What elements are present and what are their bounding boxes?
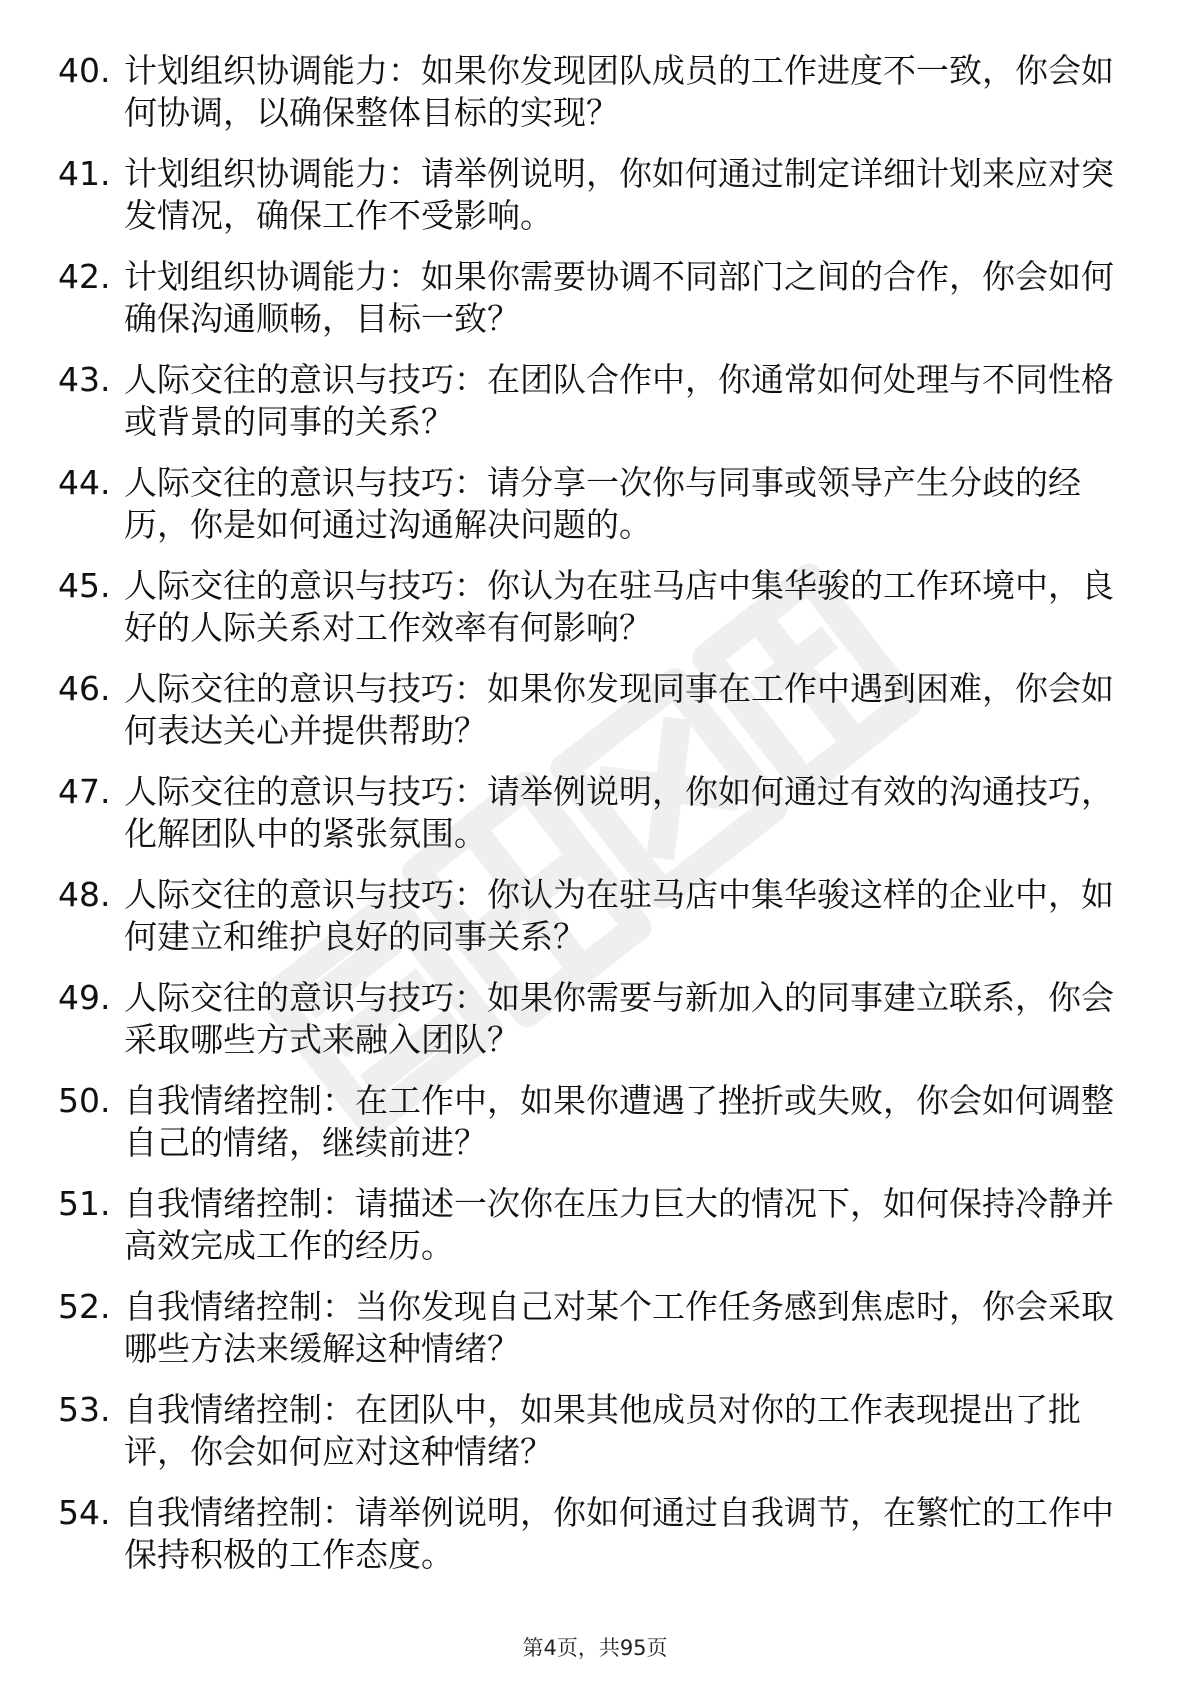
question-text: 计划组织协调能力：如果你需要协调不同部门之间的合作，你会如何确保沟通顺畅，目标一致？ xyxy=(124,257,1114,338)
question-number: 44. xyxy=(58,463,111,502)
question-number: 49. xyxy=(58,978,111,1017)
question-text: 人际交往的意识与技巧：请分享一次你与同事或领导产生分歧的经历，你是如何通过沟通解决问题的。 xyxy=(124,463,1081,544)
question-item xyxy=(58,359,1138,443)
question-item xyxy=(58,1492,1138,1576)
question-text: 自我情绪控制：在工作中，如果你遭遇了挫折或失败，你会如何调整自己的情绪，继续前进？ xyxy=(124,1081,1114,1162)
page-footer: 第4页，共95页 xyxy=(522,1636,668,1660)
question-number: 46. xyxy=(58,669,111,708)
question-number: 40. xyxy=(58,51,111,90)
question-number: 54. xyxy=(58,1493,111,1532)
question-number: 52. xyxy=(58,1287,111,1326)
question-text: 自我情绪控制：当你发现自己对某个工作任务感到焦虑时，你会采取哪些方法来缓解这种情绪？ xyxy=(124,1287,1114,1368)
question-item xyxy=(58,1183,1138,1267)
question-text: 计划组织协调能力：如果你发现团队成员的工作进度不一致，你会如何协调，以确保整体目标的实现？ xyxy=(124,51,1114,132)
question-item xyxy=(58,1389,1138,1473)
question-list xyxy=(58,50,1138,1595)
question-number: 45. xyxy=(58,566,111,605)
question-text: 人际交往的意识与技巧：你认为在驻马店中集华骏这样的企业中，如何建立和维护良好的同事关系？ xyxy=(124,875,1114,956)
question-item xyxy=(58,1080,1138,1164)
question-number: 42. xyxy=(58,257,111,296)
question-item xyxy=(58,1286,1138,1370)
question-text: 人际交往的意识与技巧：请举例说明，你如何通过有效的沟通技巧，化解团队中的紧张氛围。 xyxy=(124,772,1114,853)
question-text: 计划组织协调能力：请举例说明，你如何通过制定详细计划来应对突发情况，确保工作不受影响。 xyxy=(124,154,1114,235)
question-text: 自我情绪控制：请举例说明，你如何通过自我调节，在繁忙的工作中保持积极的工作态度。 xyxy=(124,1493,1114,1574)
question-item xyxy=(58,668,1138,752)
question-text: 人际交往的意识与技巧：如果你发现同事在工作中遇到困难，你会如何表达关心并提供帮助？ xyxy=(124,669,1114,750)
question-number: 41. xyxy=(58,154,111,193)
question-number: 50. xyxy=(58,1081,111,1120)
question-text: 自我情绪控制：在团队中，如果其他成员对你的工作表现提出了批评，你会如何应对这种情绪？ xyxy=(124,1390,1081,1471)
question-number: 53. xyxy=(58,1390,111,1429)
question-text: 自我情绪控制：请描述一次你在压力巨大的情况下，如何保持冷静并高效完成工作的经历。 xyxy=(124,1184,1114,1265)
question-text: 人际交往的意识与技巧：在团队合作中，你通常如何处理与不同性格或背景的同事的关系？ xyxy=(124,360,1114,441)
question-item xyxy=(58,256,1138,340)
question-item xyxy=(58,874,1138,958)
question-item xyxy=(58,771,1138,855)
question-number: 51. xyxy=(58,1184,111,1223)
question-number: 43. xyxy=(58,360,111,399)
question-item xyxy=(58,50,1138,134)
question-item xyxy=(58,153,1138,237)
question-item xyxy=(58,462,1138,546)
question-number: 48. xyxy=(58,875,111,914)
question-item xyxy=(58,977,1138,1061)
question-text: 人际交往的意识与技巧：你认为在驻马店中集华骏的工作环境中，良好的人际关系对工作效率有何影响？ xyxy=(124,566,1114,647)
question-item xyxy=(58,565,1138,649)
question-text: 人际交往的意识与技巧：如果你需要与新加入的同事建立联系，你会采取哪些方式来融入团队？ xyxy=(124,978,1114,1059)
question-number: 47. xyxy=(58,772,111,811)
